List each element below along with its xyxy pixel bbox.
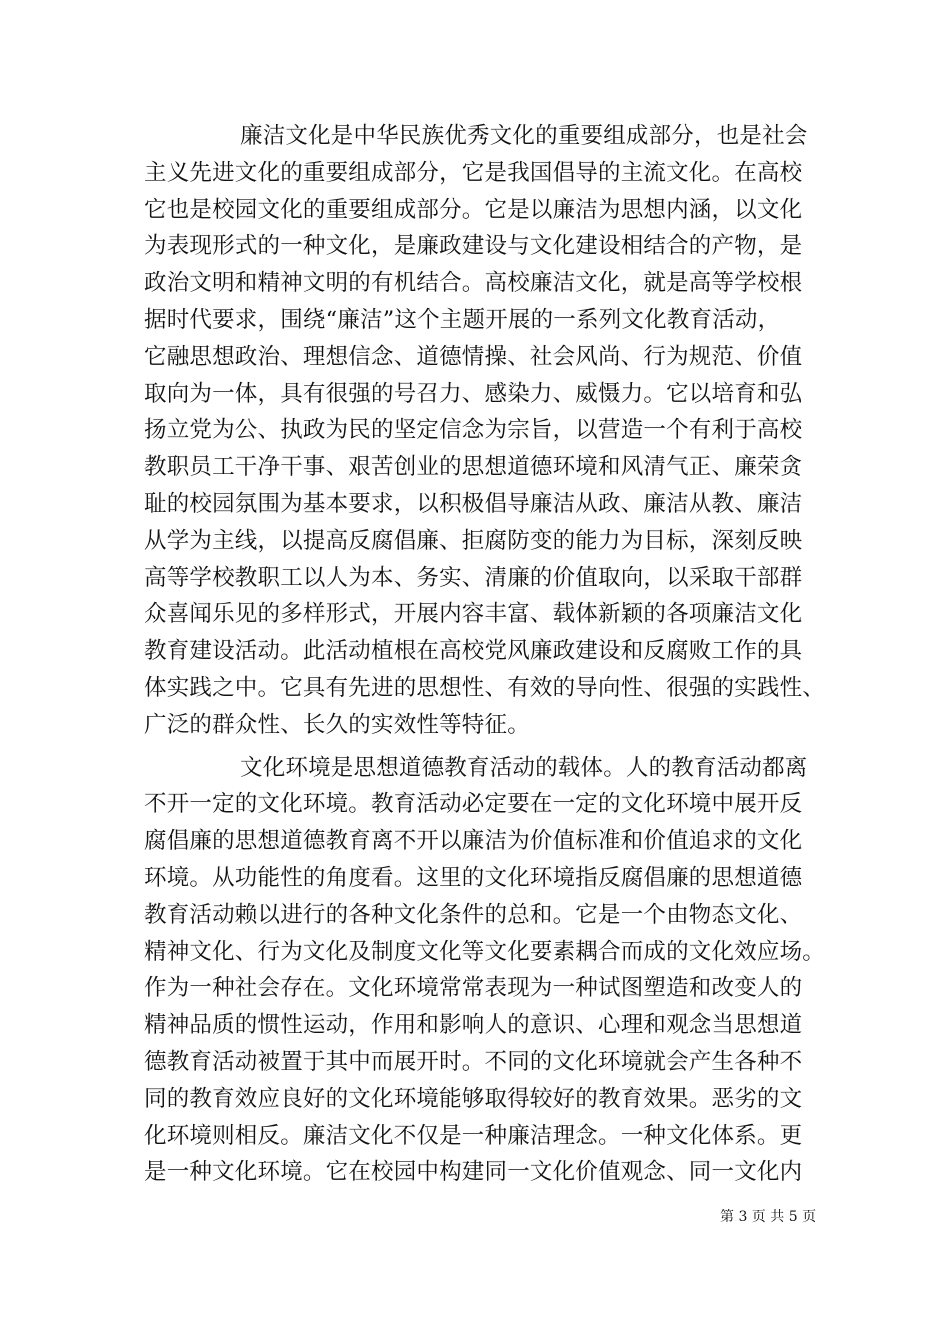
text-line: 取向为一体，具有很强的号召力、感染力、威慑力。它以培育和弘 <box>144 380 803 407</box>
text-line: 教育建设活动。此活动植根在高校党风廉政建设和反腐败工作的具 <box>144 638 803 665</box>
text-line: 扬立党为公、执政为民的坚定信念为宗旨，以营造一个有利于高校 <box>144 417 803 444</box>
text-line: 德教育活动被置于其中而展开时。不同的文化环境就会产生各种不 <box>144 1048 803 1075</box>
paragraph <box>144 118 834 744</box>
document-body <box>144 118 834 1191</box>
text-line: 广泛的群众性、长久的实效性等特征。 <box>144 711 530 738</box>
text-line: 高等学校教职工以人为本、务实、清廉的价值取向，以采取干部群 <box>144 564 803 591</box>
text-line: 廉洁文化是中华民族优秀文化的重要组成部分，也是社会 <box>240 123 808 149</box>
text-line: 据时代要求，围绕“廉洁”这个主题开展的一系列文化教育活动， <box>144 306 781 333</box>
text-line: 它融思想政治、理想信念、道德情操、社会风尚、行为规范、价值 <box>144 343 803 370</box>
page-number-footer: 第 3 页 共 5 页 <box>720 1209 817 1225</box>
text-line: 文化环境是思想道德教育活动的载体。人的教育活动都离 <box>240 754 808 781</box>
text-line: 体实践之中。它具有先进的思想性、有效的导向性、很强的实践性、 <box>144 674 826 701</box>
text-line: 是一种文化环境。它在校园中构建同一文化价值观念、同一文化内 <box>144 1159 803 1186</box>
text-line: 化环境则相反。廉洁文化不仅是一种廉洁理念。一种文化体系。更 <box>144 1122 803 1149</box>
text-line: 众喜闻乐见的多样形式，开展内容丰富、载体新颖的各项廉洁文化 <box>144 601 803 628</box>
text-line: 精神文化、行为文化及制度文化等文化要素耦合而成的文化效应场。 <box>144 938 826 965</box>
text-line: 为表现形式的一种文化，是廉政建设与文化建设相结合的产物，是 <box>144 233 803 260</box>
text-line: 教育活动赖以进行的各种文化条件的总和。它是一个由物态文化、 <box>144 901 803 928</box>
text-line: 精神品质的惯性运动，作用和影响人的意识、心理和观念当思想道 <box>144 1012 803 1039</box>
text-line: 不开一定的文化环境。教育活动必定要在一定的文化环境中展开反 <box>144 791 803 818</box>
text-line: 耻的校园氛围为基本要求，以积极倡导廉洁从政、廉洁从教、廉洁 <box>144 490 803 517</box>
text-line: 它也是校园文化的重要组成部分。它是以廉洁为思想内涵，以文化 <box>144 196 803 223</box>
text-line: 主义先进文化的重要组成部分，它是我国倡导的主流文化。在高校 <box>144 159 803 186</box>
text-line: 作为一种社会存在。文化环境常常表现为一种试图塑造和改变人的 <box>144 975 803 1002</box>
paragraph <box>144 750 834 1192</box>
text-line: 教职员工干净干事、艰苦创业的思想道德环境和风清气正、廉荣贪 <box>144 454 803 481</box>
text-line: 从学为主线，以提高反腐倡廉、拒腐防变的能力为目标，深刻反映 <box>144 527 803 554</box>
text-line: 政治文明和精神文明的有机结合。高校廉洁文化，就是高等学校根 <box>144 270 803 297</box>
text-line: 同的教育效应良好的文化环境能够取得较好的教育效果。恶劣的文 <box>144 1085 803 1112</box>
text-line: 腐倡廉的思想道德教育离不开以廉洁为价值标准和价值追求的文化 <box>144 828 803 855</box>
text-line: 环境。从功能性的角度看。这里的文化环境指反腐倡廉的思想道德 <box>144 864 803 891</box>
